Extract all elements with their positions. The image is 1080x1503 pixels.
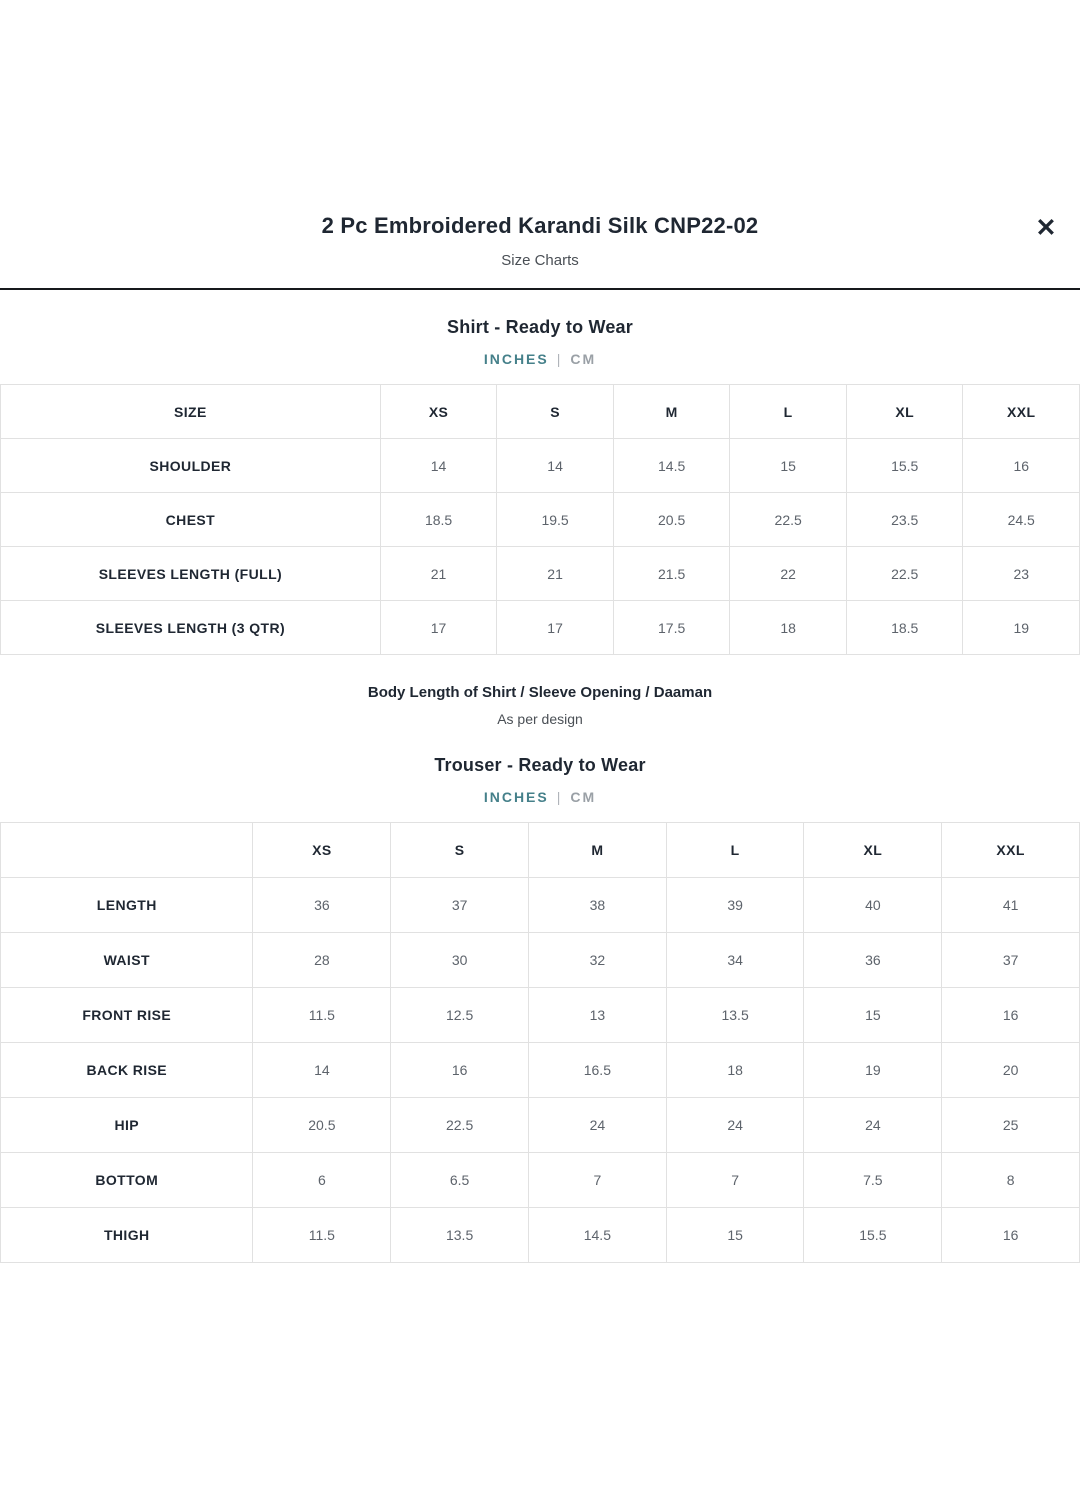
table-row [1,493,1080,547]
table-cell: 36 [804,933,942,988]
modal-subtitle: Size Charts [501,252,579,269]
row-label: CHEST [1,493,381,547]
table-cell: 22.5 [730,493,847,547]
table-cell: 24 [804,1098,942,1153]
trouser-unit-inches[interactable]: INCHES [483,789,549,805]
table-cell: 15 [666,1208,804,1263]
table-cell: 22.5 [391,1098,529,1153]
table-cell: 34 [666,933,804,988]
row-label: LENGTH [1,878,253,933]
table-cell: 21.5 [613,547,730,601]
table-cell: 19 [804,1043,942,1098]
shirt-size-table [0,384,1080,655]
table-cell: 16 [391,1043,529,1098]
table-row [1,1208,1080,1263]
table-cell: 14.5 [613,439,730,493]
unit-separator: | [556,351,563,367]
shirt-note [0,684,1080,727]
table-header-cell: XS [253,823,391,878]
table-cell: 37 [942,933,1080,988]
table-cell: 21 [380,547,497,601]
table-cell: 41 [942,878,1080,933]
unit-separator: | [556,789,563,805]
shirt-unit-cm[interactable]: CM [570,351,597,367]
table-cell: 24 [666,1098,804,1153]
trouser-unit-toggle [0,789,1080,805]
table-header-cell: XS [380,385,497,439]
table-row [1,933,1080,988]
table-header-cell: L [666,823,804,878]
table-cell: 7 [666,1153,804,1208]
shirt-note-title: Body Length of Shirt / Sleeve Opening / Daaman [367,684,713,701]
table-cell: 36 [253,878,391,933]
table-cell: 6 [253,1153,391,1208]
table-cell: 14 [497,439,614,493]
row-label: BACK RISE [1,1043,253,1098]
table-cell: 16 [963,439,1080,493]
table-cell: 7 [528,1153,666,1208]
table-header-cell [1,823,253,878]
modal-header [0,0,1080,269]
row-label: THIGH [1,1208,253,1263]
table-header-cell: XXL [942,823,1080,878]
table-cell: 8 [942,1153,1080,1208]
table-cell: 7.5 [804,1153,942,1208]
table-cell: 22 [730,547,847,601]
table-cell: 12.5 [391,988,529,1043]
table-cell: 13.5 [391,1208,529,1263]
table-cell: 38 [528,878,666,933]
table-cell: 16 [942,1208,1080,1263]
table-cell: 18 [730,601,847,655]
table-cell: 24.5 [963,493,1080,547]
table-cell: 13 [528,988,666,1043]
shirt-unit-inches[interactable]: INCHES [483,351,549,367]
table-cell: 24 [528,1098,666,1153]
table-cell: 14 [253,1043,391,1098]
table-header-cell: S [497,385,614,439]
table-cell: 32 [528,933,666,988]
table-cell: 40 [804,878,942,933]
table-header-cell: M [613,385,730,439]
table-cell: 15.5 [846,439,963,493]
table-cell: 15 [730,439,847,493]
table-header-cell: S [391,823,529,878]
shirt-unit-toggle [0,351,1080,367]
table-cell: 19 [963,601,1080,655]
table-cell: 6.5 [391,1153,529,1208]
table-cell: 18.5 [380,493,497,547]
table-header-cell: L [730,385,847,439]
table-cell: 25 [942,1098,1080,1153]
table-cell: 14 [380,439,497,493]
close-icon[interactable]: ✕ [1024,208,1068,248]
table-header-row [1,823,1080,878]
table-header-cell: SIZE [1,385,381,439]
table-cell: 18 [666,1043,804,1098]
table-cell: 17 [497,601,614,655]
table-row [1,547,1080,601]
row-label: SLEEVES LENGTH (FULL) [1,547,381,601]
table-row [1,1043,1080,1098]
table-cell: 16.5 [528,1043,666,1098]
table-cell: 17 [380,601,497,655]
table-cell: 15.5 [804,1208,942,1263]
table-cell: 18.5 [846,601,963,655]
table-header-cell: M [528,823,666,878]
table-cell: 20.5 [253,1098,391,1153]
trouser-size-table [0,822,1080,1263]
table-header-cell: XXL [963,385,1080,439]
table-cell: 28 [253,933,391,988]
row-label: SHOULDER [1,439,381,493]
shirt-note-value: As per design [497,711,583,727]
table-cell: 13.5 [666,988,804,1043]
row-label: WAIST [1,933,253,988]
table-header-row [1,385,1080,439]
table-cell: 20 [942,1043,1080,1098]
table-cell: 21 [497,547,614,601]
table-cell: 30 [391,933,529,988]
table-row [1,988,1080,1043]
row-label: HIP [1,1098,253,1153]
table-cell: 11.5 [253,988,391,1043]
row-label: BOTTOM [1,1153,253,1208]
trouser-unit-cm[interactable]: CM [570,789,597,805]
row-label: SLEEVES LENGTH (3 QTR) [1,601,381,655]
table-row [1,601,1080,655]
table-cell: 17.5 [613,601,730,655]
header-divider [0,288,1080,290]
table-cell: 23 [963,547,1080,601]
table-cell: 19.5 [497,493,614,547]
table-row [1,1153,1080,1208]
table-cell: 16 [942,988,1080,1043]
row-label: FRONT RISE [1,988,253,1043]
table-cell: 20.5 [613,493,730,547]
table-header-cell: XL [804,823,942,878]
table-cell: 37 [391,878,529,933]
shirt-section-heading: Shirt - Ready to Wear [447,317,633,337]
trouser-section-heading: Trouser - Ready to Wear [434,755,646,775]
table-cell: 39 [666,878,804,933]
table-cell: 11.5 [253,1208,391,1263]
table-cell: 22.5 [846,547,963,601]
table-cell: 23.5 [846,493,963,547]
table-row [1,439,1080,493]
table-header-cell: XL [846,385,963,439]
product-title: 2 Pc Embroidered Karandi Silk CNP22-02 [321,213,759,238]
table-cell: 14.5 [528,1208,666,1263]
table-row [1,878,1080,933]
table-cell: 15 [804,988,942,1043]
table-row [1,1098,1080,1153]
